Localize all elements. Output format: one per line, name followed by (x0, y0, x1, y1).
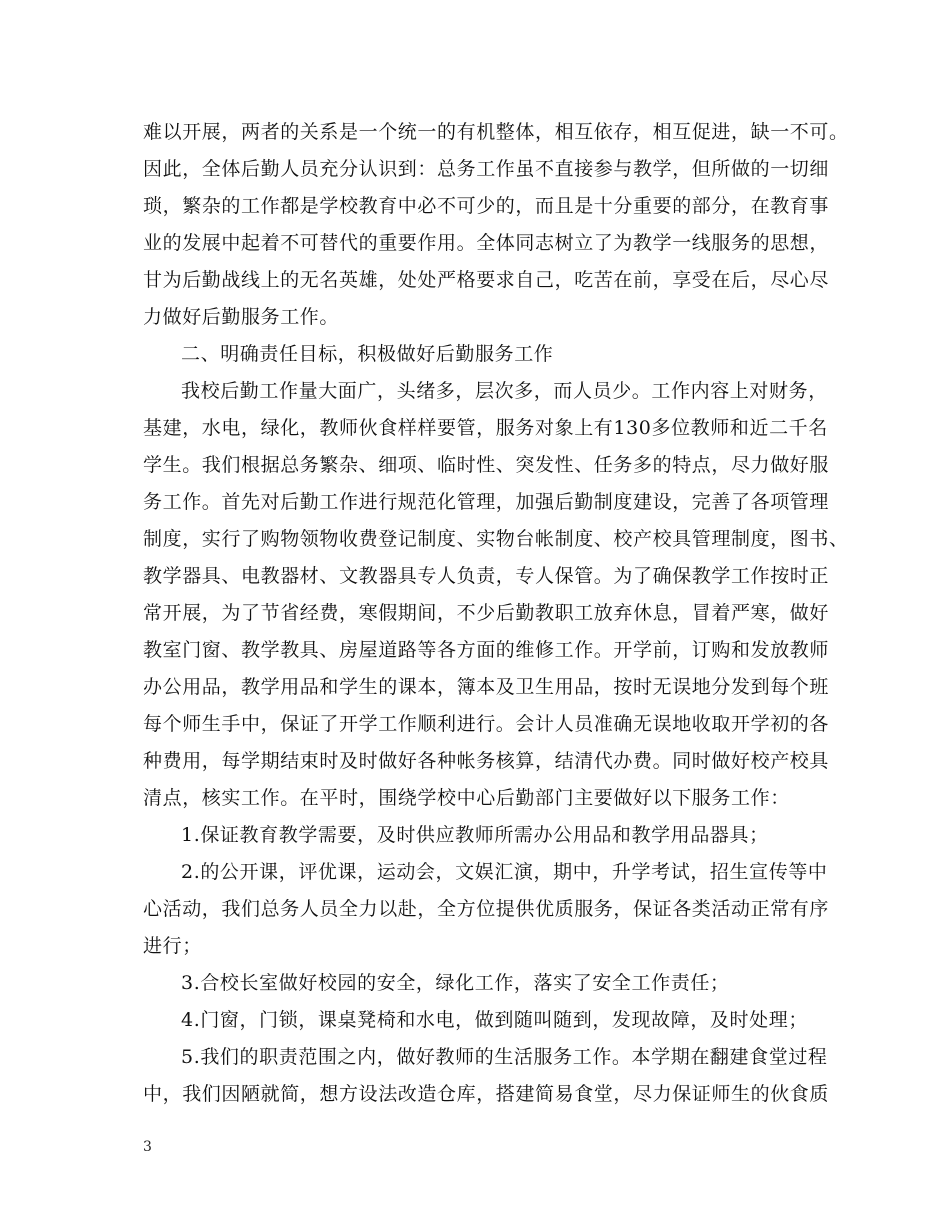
text-line: 进行； (143, 935, 202, 957)
list-item: 4.门窗，门锁，课桌凳椅和水电，做到随叫随到，发现故障，及时处理； (181, 1009, 808, 1031)
text-line: 办公用品，教学用品和学生的课本，簿本及卫生用品，按时无误地分发到每个班 (143, 676, 830, 698)
text-line: 务工作。首先对后勤工作进行规范化管理，加强后勤制度建设，完善了各项管理 (143, 491, 830, 513)
list-item: 5.我们的职责范围之内，做好教师的生活服务工作。本学期在翻建食堂过程 (181, 1046, 828, 1068)
text-line: 心活动，我们总务人员全力以赴，全方位提供优质服务，保证各类活动正常有序 (143, 898, 830, 920)
text-line: 因此，全体后勤人员充分认识到：总务工作虽不直接参与教学，但所做的一切细 (143, 158, 830, 180)
list-item: 3.合校长室做好校园的安全，绿化工作，落实了安全工作责任； (181, 972, 730, 994)
text-line: 力做好后勤服务工作。 (143, 306, 340, 328)
text-line: 中，我们因陋就简，想方设法改造仓库，搭建简易食堂，尽力保证师生的伙食质 (143, 1083, 830, 1105)
text-line: 教室门窗、教学教具、房屋道路等各方面的维修工作。开学前，订购和发放教师 (143, 639, 830, 661)
section-heading: 二、明确责任目标，积极做好后勤服务工作 (181, 343, 554, 365)
text-line: 我校后勤工作量大面广，头绪多，层次多，而人员少。工作内容上对财务， (181, 380, 828, 402)
text-line: 清点，核实工作。在平时，围绕学校中心后勤部门主要做好以下服务工作： (143, 787, 790, 809)
list-item: 1.保证教育教学需要，及时供应教师所需办公用品和教学用品器具； (181, 824, 769, 846)
text-line: 教学器具、电教器材、文教器具专人负责，专人保管。为了确保教学工作按时正 (143, 565, 830, 587)
text-line: 难以开展，两者的关系是一个统一的有机整体，相互依存，相互促进，缺一不可。 (143, 121, 849, 143)
text-line: 每个师生手中，保证了开学工作顺利进行。会计人员准确无误地收取开学初的各 (143, 713, 830, 735)
text-line: 制度，实行了购物领物收费登记制度、实物台帐制度、校产校具管理制度，图书、 (143, 528, 849, 550)
text-line: 常开展，为了节省经费，寒假期间，不少后勤教职工放弃休息，冒着严寒，做好 (143, 602, 830, 624)
list-item: 2.的公开课，评优课，运动会，文娱汇演，期中，升学考试，招生宣传等中 (181, 861, 828, 883)
page-number: 3 (143, 1139, 152, 1155)
text-line: 甘为后勤战线上的无名英雄，处处严格要求自己，吃苦在前，享受在后，尽心尽 (143, 269, 830, 291)
text-line: 基建，水电，绿化，教师伙食样样要管，服务对象上有130多位教师和近二千名 (143, 417, 828, 439)
text-line: 种费用，每学期结束时及时做好各种帐务核算，结清代办费。同时做好校产校具 (143, 750, 830, 772)
text-line: 学生。我们根据总务繁杂、细项、临时性、突发性、任务多的特点，尽力做好服 (143, 454, 830, 476)
text-line: 业的发展中起着不可替代的重要作用。全体同志树立了为教学一线服务的思想， (143, 232, 830, 254)
text-line: 琐，繁杂的工作都是学校教育中必不可少的，而且是十分重要的部分，在教育事 (143, 195, 830, 217)
